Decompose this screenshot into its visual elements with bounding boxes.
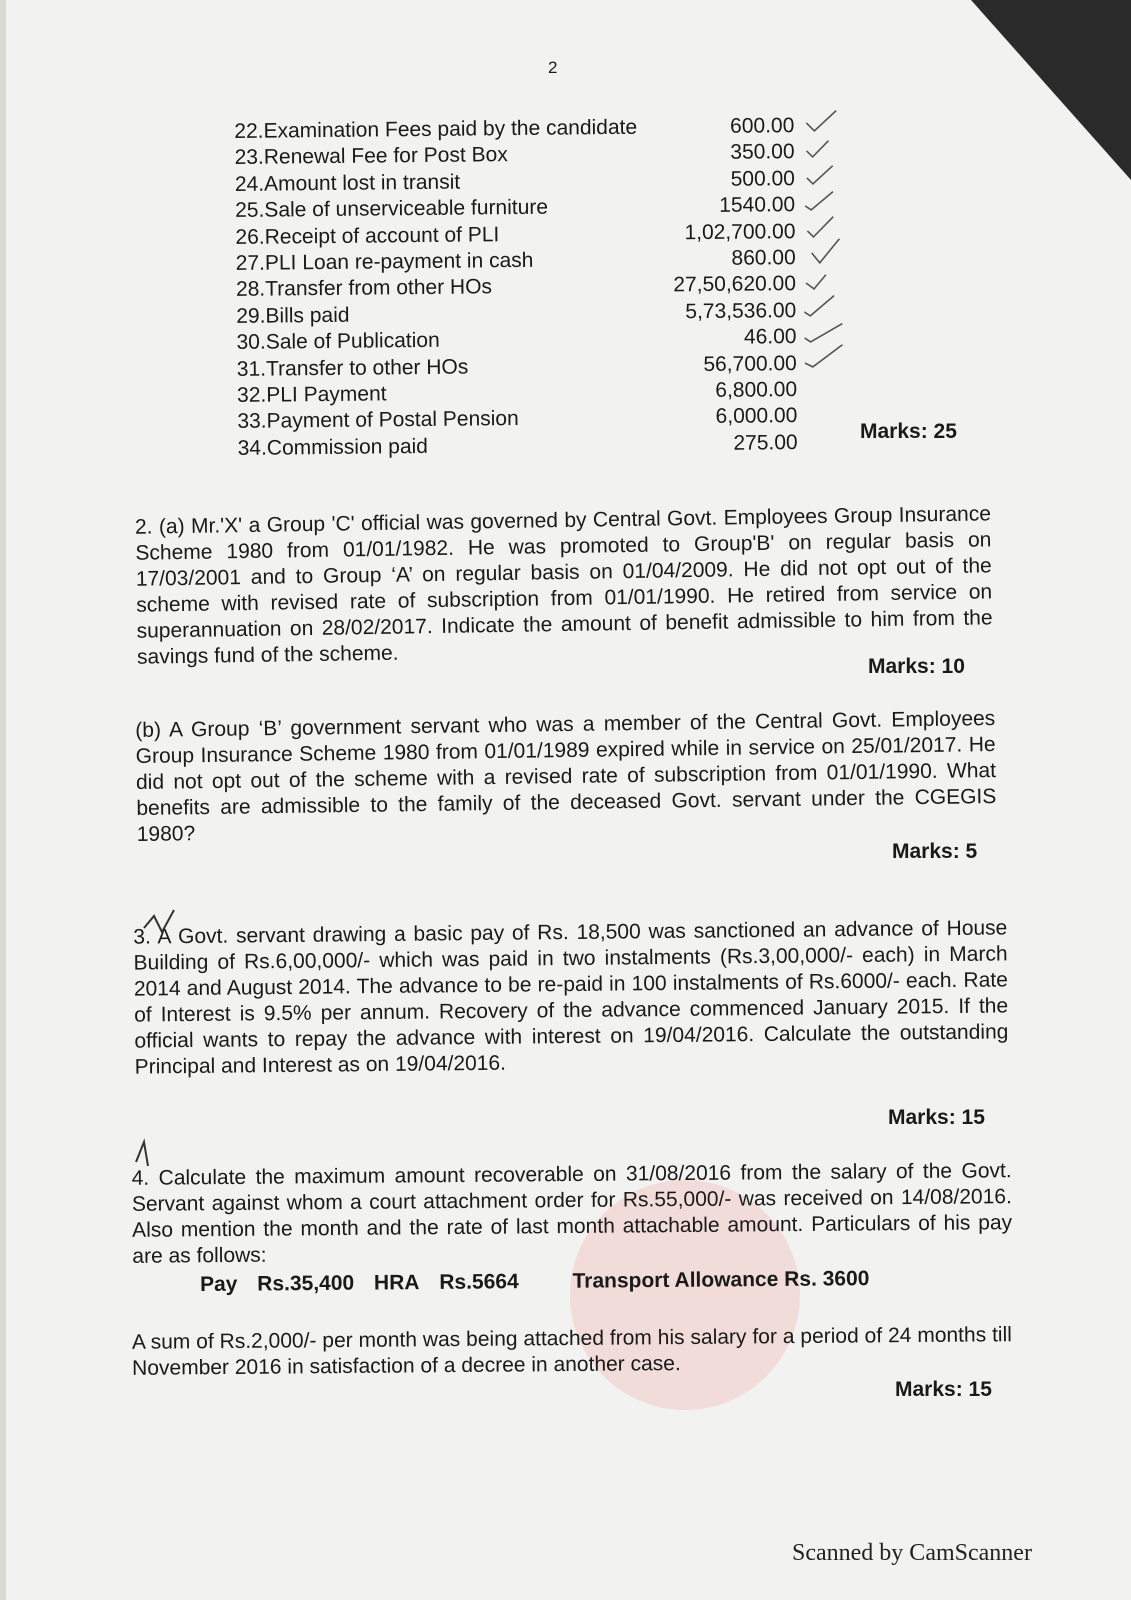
- question-4-marks: Marks: 15: [895, 1378, 992, 1401]
- ledger-amount: 1540.00: [719, 193, 796, 218]
- ledger-label: 22.Examination Fees paid by the candidate: [234, 115, 638, 143]
- ledger-marks: Marks: 25: [860, 420, 957, 443]
- handwritten-tick-icon: [140, 908, 190, 942]
- hra-value: Rs.5664: [439, 1270, 519, 1294]
- ledger-label: 33.Payment of Postal Pension: [237, 407, 519, 434]
- tick-icon: [805, 344, 845, 374]
- ledger-amount: 500.00: [730, 166, 795, 191]
- ledger-label: 27.PLI Loan re-payment in cash: [235, 248, 534, 275]
- page-corner-shadow: [971, 0, 1131, 180]
- scanner-watermark: Scanned by CamScanner: [792, 1540, 1032, 1566]
- question-2b-text: (b) A Group ‘B’ government servant who was a member of the Central Govt. Employees Group Insurance Scheme 1980 from 01/01/1989 expired while in service on 25/01/2017. He did not opt out of the scheme with a revised rate of subscription from 01/01/1990. What benefits are admissible to the family of the deceased Govt. servant under the CGEGIS 1980?: [135, 707, 997, 846]
- ledger-label: 30.Sale of Publication: [236, 328, 440, 355]
- question-4-note: A sum of Rs.2,000/- per month was being attached from his salary for a period of 24 months till November 2016 in satisfaction of a decree in another case.: [131, 1323, 1012, 1380]
- question-4-text: 4. Calculate the maximum amount recoverable on 31/08/2016 from the salary of the Govt. Servant against whom a court attachment order for Rs.55,000/- was received on 14/08/2016. Also mention the month and the rate of last month attachable amount. Particulars of his pay are as follows:: [131, 1159, 1013, 1268]
- ledger-label: 25.Sale of unserviceable furniture: [235, 195, 549, 223]
- question-3-marks: Marks: 15: [888, 1106, 985, 1129]
- ledger-label: 23.Renewal Fee for Post Box: [234, 143, 508, 170]
- ledger-amount: 46.00: [743, 325, 797, 349]
- ledger-amount: 600.00: [729, 114, 795, 138]
- question-2b-marks: Marks: 5: [892, 840, 978, 863]
- transport-allowance: Transport Allowance Rs. 3600: [572, 1267, 870, 1293]
- ledger-amount: 6,000.00: [715, 404, 798, 429]
- ledger-label: 34.Commission paid: [237, 434, 429, 460]
- ledger-amount: 1,02,700.00: [684, 219, 796, 244]
- ledger-label: 32.PLI Payment: [236, 382, 387, 407]
- pay-label: Pay: [199, 1272, 238, 1296]
- ledger-amount: 860.00: [731, 246, 796, 270]
- ledger-list: [234, 113, 798, 462]
- ledger-label: 24.Amount lost in transit: [234, 170, 461, 196]
- page-number: 2: [548, 58, 558, 77]
- page-edge: [0, 0, 6, 1600]
- ledger-amount: 27,50,620.00: [673, 272, 797, 297]
- ledger-amount: 275.00: [733, 430, 798, 455]
- question-2a-marks: Marks: 10: [868, 655, 965, 678]
- ledger-amount: 5,73,536.00: [685, 298, 797, 323]
- ledger-row: [238, 430, 798, 462]
- ledger-label: 26.Receipt of account of PLI: [235, 222, 500, 249]
- ledger-label: 31.Transfer to other HOs: [236, 355, 469, 381]
- question-3-text: 3. A Govt. servant drawing a basic pay of Rs. 18,500 was sanctioned an advance of House Building of Rs.6,00,000/- which was paid in two instalments (Rs.3,00,000/- each) in March 2014 and August 2014. The advance to be re-paid in 100 instalments of Rs.6000/- each. Rate of Interest is 9.5% per annum. Recovery of the advance commenced January 2015. If the official wants to repay the advance with interest on 19/04/2016. Calculate the outstanding Principal and Interest as on 19/04/2016.: [133, 916, 1009, 1079]
- ledger-label: 28.Transfer from other HOs: [235, 275, 493, 302]
- ledger-amount: 350.00: [730, 140, 795, 165]
- ledger-amount: 6,800.00: [715, 377, 798, 402]
- pay-value: Rs.35,400: [257, 1271, 355, 1296]
- hra-label: HRA: [373, 1271, 420, 1295]
- question-2a-text: 2. (a) Mr.'X' a Group 'C' official was governed by Central Govt. Employees Group Insurance Scheme 1980 from 01/01/1982. He was promoted to Group'B' on regular basis on 17/03/2001 and to Group ‘A’ on regular basis on 01/04/2009. He did not opt out of the scheme with revised rate of subscription from 01/01/1990. He retired from service on superannuation on 28/02/2017. Indicate the amount of benefit admissible to him from the savings fund of the scheme.: [134, 502, 993, 669]
- ledger-label: 29.Bills paid: [236, 303, 350, 328]
- ledger-amount: 56,700.00: [703, 351, 797, 376]
